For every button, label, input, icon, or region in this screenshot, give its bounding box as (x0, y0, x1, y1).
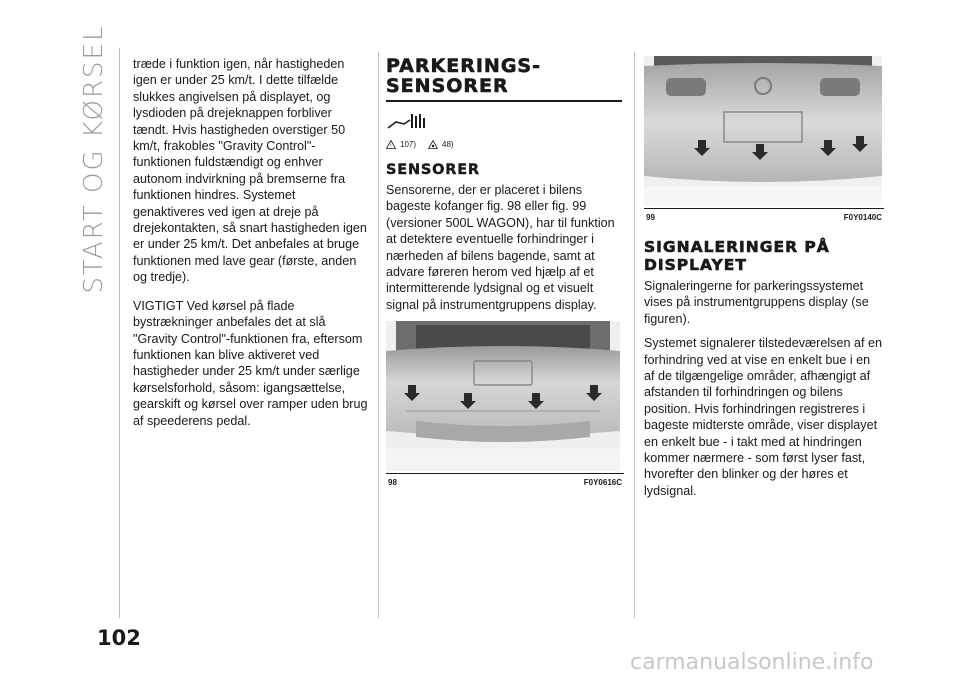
figure-99-caption (644, 208, 884, 222)
section-heading-parking-sensors: PARKERINGS-SENSORER (386, 55, 541, 97)
column-divider-1 (378, 52, 379, 618)
paragraph-display-signals: Signaleringerne for parkeringssystemet vises på instrumentgruppens display (se figuren). (644, 279, 869, 326)
figure-98-image (386, 321, 620, 471)
figure-99-number: 99 (646, 213, 655, 222)
subheading-sensors: SENSORER (386, 162, 480, 178)
reference-48: 48) (442, 139, 454, 149)
reference-notes (386, 134, 624, 154)
info-triangle-icon (428, 140, 438, 149)
warning-icons (386, 110, 624, 132)
column-divider-2 (634, 52, 635, 618)
paragraph-gravity-control: træde i funktion igen, når hastigheden igen er under 25 km/t. I dette tilfælde slukkes angivelsen på displayet, og lysdioden på drejeknappen forbliver tændt. Hvis hastigheden overstiger 50 km/t, frakobles "Gravity Control"-funktionen fuldstændigt og enhver autonom indvirkning på bremserne fra funktionen hindres. Systemet genaktiveres ved igen at dreje på drejekontakten, så snart hastigheden igen er under 25 km/t. Det anbefales at bruge funktionen med lave gear (første, anden og tredje). (133, 57, 367, 285)
reference-107: 107) (400, 139, 417, 149)
sidebar-divider (119, 48, 120, 618)
figure-99-code: F0Y0140C (843, 213, 882, 222)
svg-text:!: ! (390, 143, 392, 149)
section-heading-display-signals: SIGNALERINGER PÅ DISPLAYET (644, 238, 830, 274)
paragraph-sensors: Sensorerne, der er placeret i bilens bageste kofanger fig. 98 eller fig. 99 (versioner 500L WAGON), har til funktion at detektere eventuelle forhindringer i nærheden af bilens bagende, samt at advare føreren herom ved hjælp af et intermitterende lydsignal og et visuelt signal på instrumentgruppens display. (386, 183, 615, 312)
watermark: carmanualsonline.info (630, 650, 874, 675)
figure-99-image (644, 56, 882, 206)
column-3 (644, 56, 884, 499)
hand-warning-icon (386, 110, 436, 132)
paragraph-important: VIGTIGT Ved kørsel på flade bystrækninger anbefales det at slå "Gravity Control"-funktionen fra, eftersom funktionen kan blive aktiveret ved hastigheder under 25 km/t under særlige kørselsforhold, såsom: igangsættelse, gearskift og kørsel over ramper uden brug af speederens pedal. (133, 298, 368, 428)
figure-98-caption (386, 473, 624, 487)
section-title-text: START OG KØRSEL (79, 24, 109, 294)
column-1 (133, 56, 368, 429)
heading-underline (386, 100, 622, 102)
section-title-vertical (70, 24, 118, 294)
column-2 (386, 56, 624, 487)
page-number: 102 (97, 626, 141, 650)
paragraph-obstacle-signal: Systemet signalerer tilstedeværelsen af en forhindring ved at vise en enkelt bue i en af de tilgængelige områder, afhængigt af afstanden til forhindringen og bilens position. Hvis forhindringen registreres i bageste midterste område, viser displayet en enkelt bue - i takt med at hindringen kommer nærmere - som først lyser fast, hvorefter den blinker og der høres et lydsignal. (644, 336, 882, 498)
caution-triangle-icon (386, 140, 396, 149)
figure-98-number: 98 (388, 478, 397, 488)
figure-98-code: F0Y0616C (583, 478, 622, 488)
